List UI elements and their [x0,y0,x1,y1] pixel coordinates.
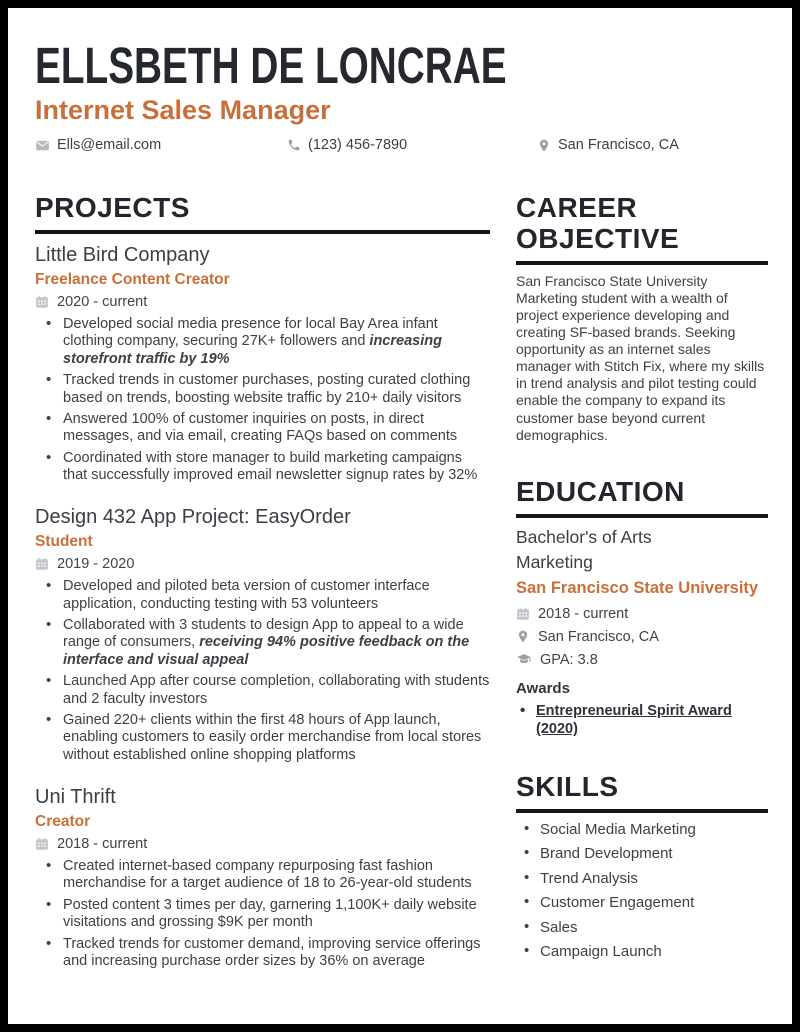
bullet-item [35,936,490,971]
graduation-cap-icon [516,652,532,667]
bullet-item [35,578,490,613]
education-section [516,477,768,739]
bullet-text: Coordinated with store manager to build marketing campaigns that successfully improved email newsletter signup rates by 32% [63,449,478,484]
project-bullets [35,578,490,764]
skill-item: • Social Media Marketing [516,821,768,839]
education-major: Marketing [516,552,593,573]
bullet-text: Tracked trends in customer purchases, posting curated clothing based on trends, boosting website traffic by 210+ daily visitors [63,372,471,406]
contact-row [35,137,768,153]
project-bullets [35,858,490,970]
calendar-icon [35,295,49,309]
left-column [35,193,490,994]
calendar-icon [35,837,49,851]
education-degree: Bachelor's of Arts [516,526,652,547]
contact-item [537,137,679,153]
bullet-item [35,617,490,669]
projects-list [35,243,490,970]
bullet-text: Created internet-based company repurposing fast fashion merchandise for a target audience of 18 to 26-year-old students [63,858,472,892]
contact-text: San Francisco, CA [558,137,679,154]
contact-text: (123) 456-7890 [308,137,408,154]
bullet-text: Developed social media presence for local Bay Area infant clothing company, securing 27K+ followers and [63,315,438,350]
resume-body [35,193,768,994]
bullet-text: receiving 94% positive feedback on the interface and visual appeal [63,634,470,668]
bullet-item [35,897,490,932]
location-icon [516,629,530,644]
bullet-item [35,712,490,764]
education-details [516,606,768,668]
bullet-text: Developed and piloted beta version of customer interface application, conducting testing with 53 volunteers [63,578,430,612]
calendar-icon [516,607,530,621]
project-title: Little Bird Company [35,244,210,267]
contact-item [287,137,537,153]
resume-header [35,37,768,154]
project-role: Student [35,533,93,551]
bullet-text: Posted content 3 times per day, garnering 1,100K+ daily website visitations and grossing $9K per month [63,896,477,931]
calendar-icon [35,557,49,571]
project-date-row [35,836,490,852]
education-detail-row [516,629,768,645]
projects-heading: PROJECTS [35,193,490,234]
project-date-row [35,556,490,572]
right-column [516,193,768,994]
skills-list [516,821,768,962]
person-name: ELLSBETH DE LONCRAE [35,37,507,94]
career-objective-section [516,193,768,443]
bullet-item [35,450,490,485]
project-bullets [35,316,490,485]
bullet-text: Tracked trends for customer demand, improving service offerings and increasing purchase order sizes by 36% on average [63,935,481,969]
education-detail-row [516,606,768,622]
awards-list [516,702,768,739]
skill-item: • Customer Engagement [516,894,768,912]
education-heading: EDUCATION [516,477,768,518]
career-objective-text: San Francisco State University Marketing student with a wealth of project experience developing and creating SF-based brands. Seeking opportunity as an internet sales manager with Stitch Fix, where my skills in trend analysis and pilot testing could enable the company to expand its customer base beyond current demographics. [516,272,765,443]
bullet-item [35,372,490,407]
project-role: Creator [35,813,91,831]
skill-item: • Campaign Launch [516,943,768,961]
bullet-text: Gained 220+ clients within the first 48 hours of App launch, enabling customers to easily order merchandise from local stores without established online shopping platforms [63,712,482,763]
bullet-item [35,316,490,368]
skill-item: • Sales [516,919,768,937]
education-detail-text: GPA: 3.8 [540,651,598,668]
award-item: • Entrepreneurial Spirit Award (2020) [516,702,768,739]
project-title: Design 432 App Project: EasyOrder [35,506,351,529]
project-date: 2020 - current [57,293,148,310]
education-detail-row [516,652,768,668]
project-item [35,785,490,970]
awards-label: Awards [516,679,570,697]
project-title: Uni Thrift [35,786,116,809]
bullet-text: Answered 100% of customer inquiries on posts, in direct messages, and via email, creating FAQs based on comments [63,410,458,445]
project-role: Freelance Content Creator [35,271,230,289]
career-objective-heading: CAREER OBJECTIVE [516,193,768,265]
skills-heading: SKILLS [516,772,768,813]
contact-text: Ells@email.com [57,137,162,154]
project-date-row [35,294,490,310]
job-title: Internet Sales Manager [35,95,331,125]
education-detail-text: San Francisco, CA [538,628,659,645]
project-item [35,505,490,764]
skill-item: • Trend Analysis [516,870,768,888]
bullet-text: Launched App after course completion, collaborating with students and 2 faculty investors [63,673,490,707]
bullet-item [35,411,490,446]
projects-section [35,193,490,970]
project-date: 2018 - current [57,836,148,852]
project-item [35,243,490,484]
contact-item [35,137,287,153]
project-date: 2019 - 2020 [57,556,135,573]
phone-icon [287,138,301,152]
education-school: San Francisco State University [516,579,759,598]
email-icon [35,138,50,153]
skill-item: • Brand Development [516,845,768,863]
bullet-text: Collaborated with 3 students to design App to appeal to a wide range of consumers, [63,617,464,651]
education-detail-text: 2018 - current [538,605,629,622]
bullet-item [35,673,490,708]
bullet-item [35,858,490,893]
skills-section [516,772,768,961]
location-icon [537,138,551,153]
bullet-text: increasing storefront traffic by 19% [63,333,442,367]
